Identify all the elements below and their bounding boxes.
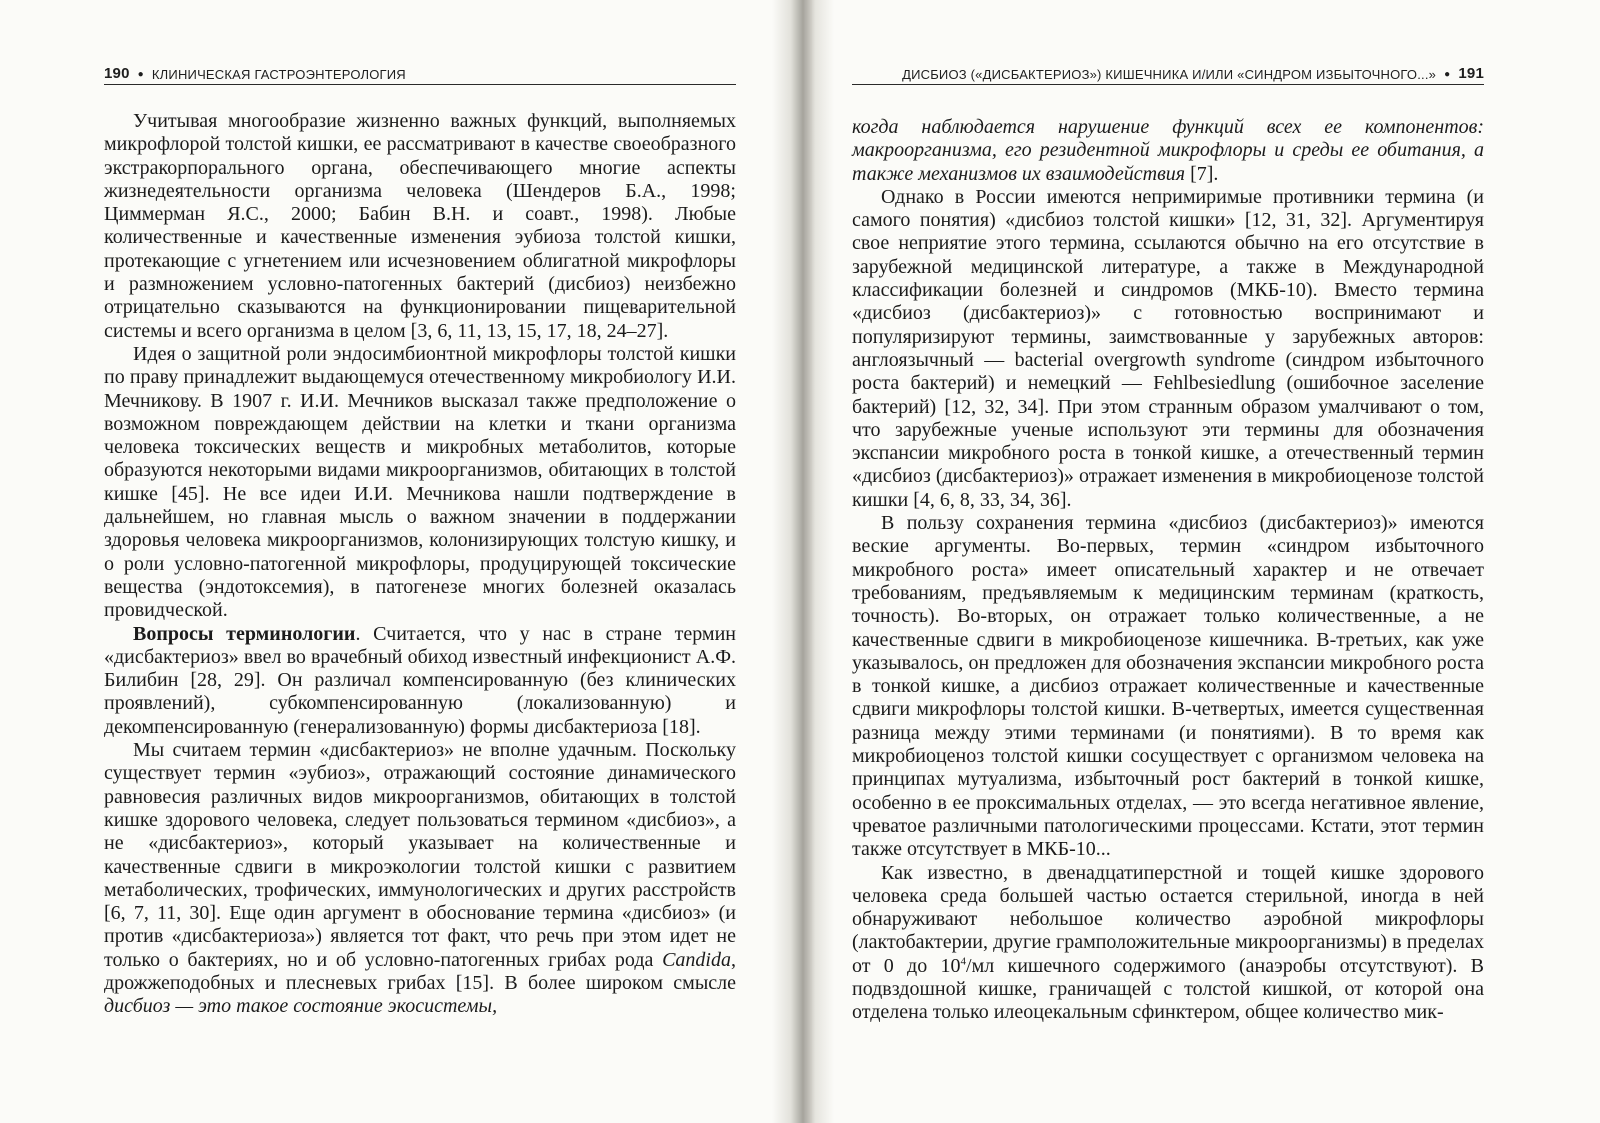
right-text-column	[852, 116, 1484, 1025]
right-running-header	[852, 60, 1484, 85]
genus-name: Candida	[662, 948, 731, 971]
paragraph: Однако в России имеются непримиримые противники термина (и самого понятия) «дисбиоз толстой кишки» [12, 31, 32]. Аргументируя свое неприятие этого термина, ссылаются обычно на его отсутствие в зарубежной медицинской литературе, а также в Международной классификации болезней и синдромов (МКБ-10). Вместо термина «дисбиоз (дисбактериоз)» с готовностью воспринимают и популяризируют термины, заимствованные у зарубежных авторов: англоязычный — bacterial overgrowth syndrome (синдром избыточного роста бактерий) и немецкий — Fehlbesiedlung (ошибочное заселение бактерий) [12, 32, 34]. При этом странным образом умалчивают о том, что зарубежные ученые используют эти термины для обозначения экспансии микробного роста в тонкой кишке, а отечественный термин «дисбиоз (дисбактериоз)» отражает изменения в микробиоценозе толстой кишки [4, 6, 8, 33, 34, 36].	[852, 185, 1484, 511]
paragraph: В пользу сохранения термина «дисбиоз (дисбактериоз)» имеются веские аргументы. Во-первых, термин «синдром избыточного микробного роста» имеет описательный характер и не отвечает требованиям, предъявляемым к медицинским терминам (краткость, точность). Во-вторых, он отражает только количественные, а не качественные сдвиги в микробиоценозе кишечника. В-третьих, как уже указывалось, он предложен для обозначения экспансии микробного роста в тонкой кишке, а дисбиоз отражает количественные и качественные сдвиги микрофлоры толстой кишки. В-четвертых, имеется существенная разница между этими терминами (и понятиями). В то время как микробиоценоз толстой кишки сосуществует с организмом человека на принципах мутуализма, избыточный рост бактерий в тонкой кишке, особенно в ее проксимальных отделах, — это всегда негативное явление, чреватое различными патологическими процессами. Кстати, этот термин также отсутствует в МКБ-10...	[852, 512, 1484, 861]
paragraph: Как известно, в двенадцатиперстной и тощей кишке здорового человека среда большей частью остается стерильной, иногда в ней обнаруживают небольшое количество аэробной микрофлоры (лактобактерии, другие грамположительные микроорганизмы) в пределах от 0 до $10^4/мл$ кишечного содержимого (анаэробы отсутствуют). В подвздошной кишке, граничащей с толстой кишкой, от которой она отделена только илеоцекальным сфинктером, общее количество мик-	[852, 861, 1484, 1024]
left-text-column	[104, 110, 736, 1019]
paragraph: Мы считаем термин «дисбактериоз» не вполне удачным. Поскольку существует термин «эубиоз», отражающий состояние динамического равновесия различных видов микроорганизмов, обитающих в толстой кишке здорового человека, следует пользоваться термином «дисбиоз», а не «дисбактериоз», который указывает на количественные и качественные сдвиги в микроэкологии толстой кишки с развитием метаболических, трофических, иммунологических и других расстройств [6, 7, 11, 30]. Еще один аргумент в обоснование термина «дисбиоз» (и против «дисбактериоза») является тот факт, что речь при этом идет не только о бактериях, но и об условно-патогенных грибах рода Candida, дрожжеподобных и плесневых грибах [15]. В более широком смысле дисбиоз — это такое состояние экосистемы,	[104, 739, 736, 1018]
paragraph-continuation: когда наблюдается нарушение функций всех ее компонентов: макроорганизма, его резидентной микрофлоры и среды ее обитания, а также механизмов их взаимодействия [7].	[852, 116, 1484, 185]
book-gutter	[772, 0, 834, 1123]
definition-italic: когда наблюдается нарушение функций всех ее компонентов: макроорганизма, его резидентной микрофлоры и среды ее обитания, а также механизмов их взаимодействия	[852, 116, 1484, 185]
section-lead-heading: Вопросы терминологии	[133, 622, 356, 645]
header-bullet-icon: ●	[1444, 69, 1451, 80]
definition-italic: дисбиоз — это такое состояние экосистемы,	[104, 995, 498, 1018]
header-bullet-icon: ●	[137, 69, 144, 80]
superscript-exponent: 4	[960, 955, 967, 968]
right-running-title: ДИСБИОЗ («ДИСБАКТЕРИОЗ») КИШЕЧНИКА И/ИЛИ «СИНДРОМ ИЗБЫТОЧНОГО...»	[902, 67, 1437, 82]
left-page-number: 190	[104, 65, 130, 82]
paragraph: Учитывая многообразие жизненно важных функций, выполняемых микрофлорой толстой кишки, ее рассматривают в качестве своеобразного экстракорпорального органа, обеспечивающего многие аспекты жизнедеятельности организма человека (Шендеров Б.А., 1998; Циммерман Я.С., 2000; Бабин В.Н. и соавт., 1998). Любые количественные и качественные изменения эубиоза толстой кишки, протекающие с угнетением или исчезновением облигатной микрофлоры и размножением условно-патогенных бактерий (дисбиоз) неизбежно отрицательно сказываются на функционировании пищеварительной системы и всего организма в целом [3, 6, 11, 13, 15, 17, 18, 24–27].	[104, 110, 736, 342]
paragraph-terminology: Вопросы терминологии. Считается, что у нас в стране термин «дисбактериоз» ввел во врачебный обиход известный инфекционист А.Ф. Билибин [28, 29]. Он различал компенсированную (без клинических проявлений), субкомпенсированную (локализованную) и декомпенсированную (генерализованную) формы дисбактериоза [18].	[104, 622, 736, 738]
left-running-title: КЛИНИЧЕСКАЯ ГАСТРОЭНТЕРОЛОГИЯ	[151, 67, 406, 82]
right-page-number: 191	[1458, 65, 1484, 82]
paragraph: Идея о защитной роли эндосимбионтной микрофлоры толстой кишки по праву принадлежит выдающемуся отечественному микробиологу И.И. Мечникову. В 1907 г. И.И. Мечников высказал также предположение о возможном повреждающем действии на клетки и ткани организма человека токсических веществ и микробных метаболитов, которые образуются некоторыми видами микроорганизмов, обитающих в толстой кишке [45]. Не все идеи И.И. Мечникова нашли подтверждение в дальнейшем, но главная мысль о важном значении в поддержании здоровья человека микроорганизмов, колонизирующих толстую кишку, и о роли условно-патогенной микрофлоры, продуцирующей токсические вещества (эндотоксемия), в патогенезе многих болезней оказалась провидческой.	[104, 342, 736, 622]
left-running-header	[104, 60, 736, 85]
